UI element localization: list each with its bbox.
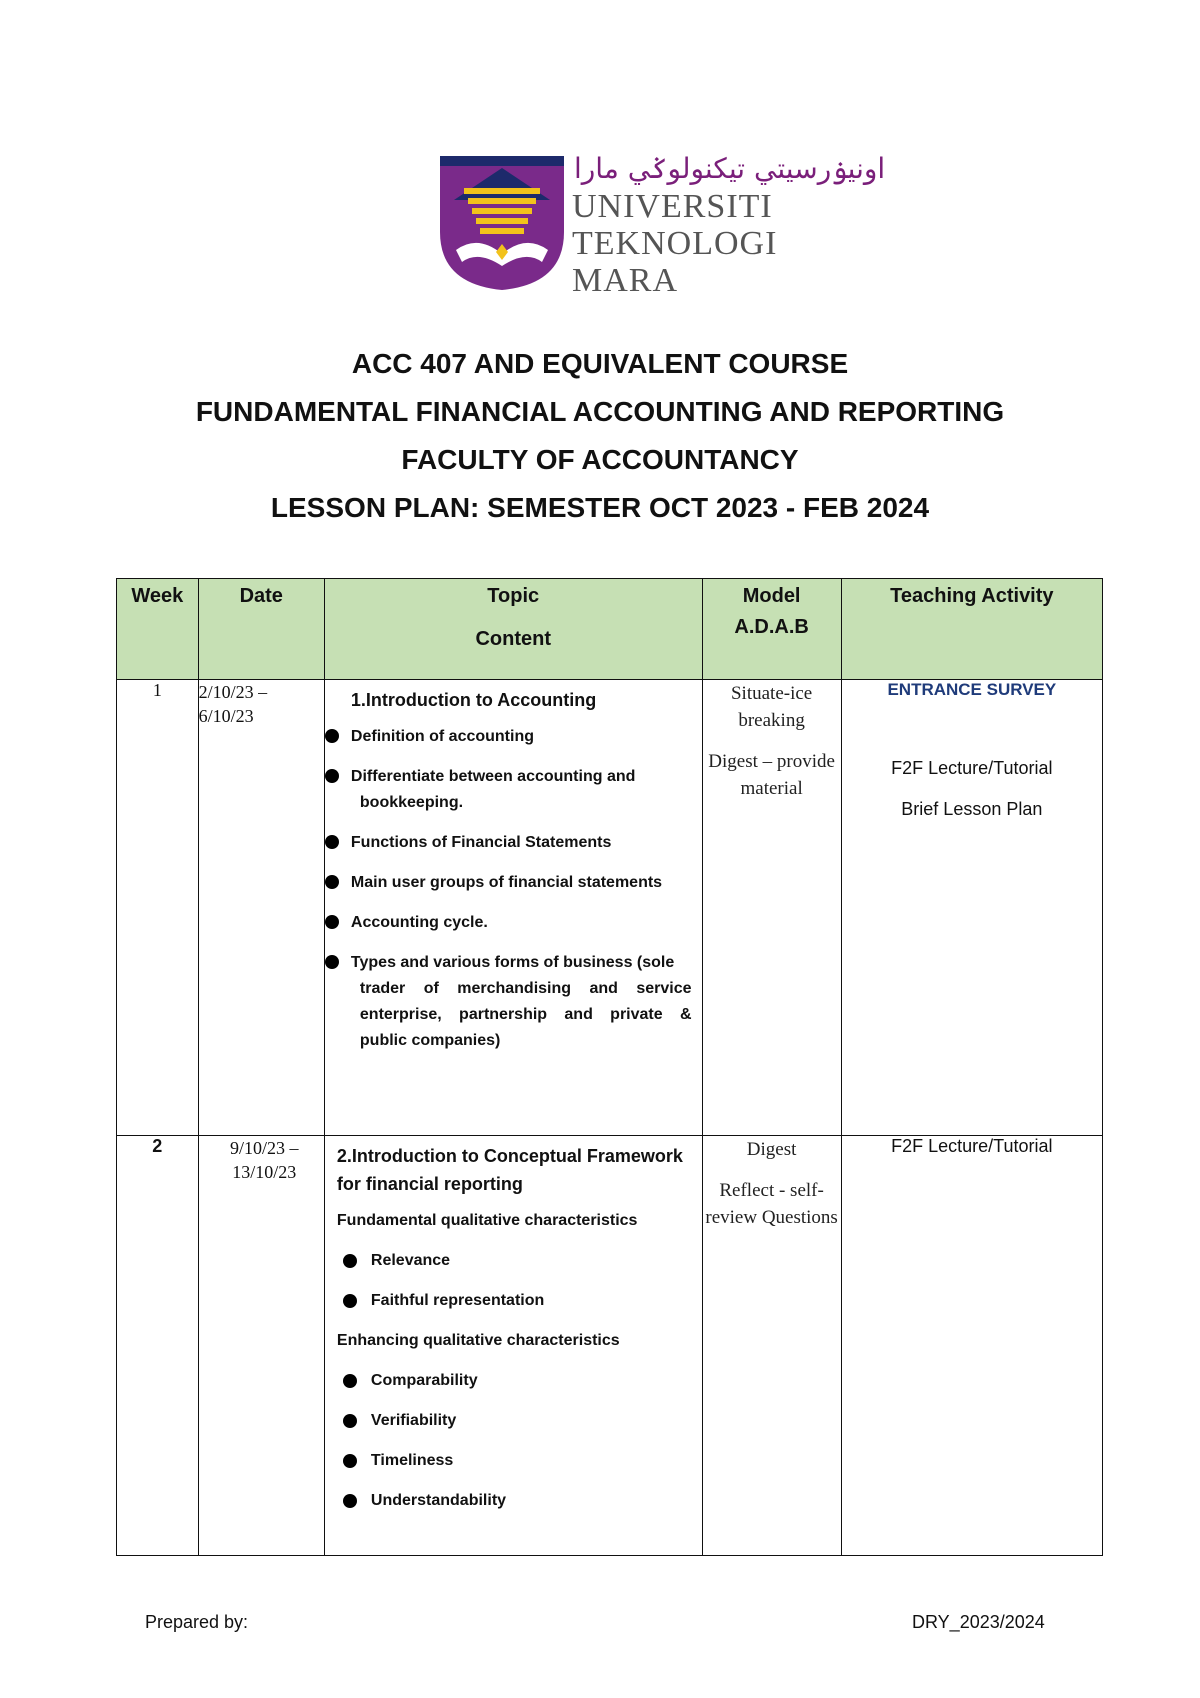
teaching-activity-cell [841, 680, 1102, 1136]
topic-cell [324, 1136, 702, 1556]
document-code: DRY_2023/2024 [912, 1612, 1045, 1632]
activity-item: F2F Lecture/Tutorial [891, 1136, 1053, 1156]
bullet-icon [325, 769, 339, 783]
header-topic [324, 579, 702, 680]
list-item: Faithful representation [337, 1288, 692, 1314]
list-item: Functions of Financial Statements [351, 830, 692, 856]
bullet-icon [343, 1414, 357, 1428]
model-step: Reflect - self-review Questions [705, 1180, 838, 1228]
prepared-by-label: Prepared by: [145, 1612, 249, 1632]
table-row [117, 1136, 1103, 1556]
header-topic-label: Topic [487, 585, 540, 607]
faculty-title: FACULTY OF ACCOUNTANCY [401, 444, 799, 475]
bullet-icon [325, 875, 339, 889]
activity-item: F2F Lecture/Tutorial [891, 758, 1053, 778]
logo-wordmark [572, 188, 777, 299]
list-item: Differentiate between accounting and bookkeeping. [351, 764, 692, 816]
logo-line-2: TEKNOLOGI [572, 225, 778, 262]
course-code-title: ACC 407 AND EQUIVALENT COURSE [351, 348, 849, 379]
bullet-icon [343, 1294, 357, 1308]
model-step: Digest – provide material [708, 751, 835, 799]
bullet-icon [325, 729, 339, 743]
list-item: Timeliness [337, 1448, 692, 1474]
list-item: Relevance [337, 1248, 692, 1274]
header-model-label: Model [742, 585, 801, 607]
week-cell: 1 [117, 680, 199, 1136]
bullet-icon [325, 955, 339, 969]
model-step: Situate-ice breaking [730, 683, 813, 731]
list-item: Understandability [337, 1488, 692, 1514]
topic-heading: 1.Introduction to Accounting [350, 690, 597, 710]
entrance-survey-label: ENTRANCE SURVEY [887, 680, 1057, 699]
bullet-icon [343, 1494, 357, 1508]
table-header-row [117, 579, 1103, 680]
bullet-icon [343, 1454, 357, 1468]
bullet-icon [325, 835, 339, 849]
header-teaching-activity: Teaching Activity [841, 579, 1102, 680]
uitm-crest-icon [438, 154, 568, 294]
course-name-title: FUNDAMENTAL FINANCIAL ACCOUNTING AND REPORTING [195, 396, 1005, 427]
bullet-icon [343, 1254, 357, 1268]
date-end: 6/10/23 [198, 706, 254, 726]
bullet-icon [343, 1374, 357, 1388]
list-item: Accounting cycle. [351, 910, 692, 936]
bullet-icon [325, 915, 339, 929]
topic-heading: 2.Introduction to Conceptual Framework for financial reporting [336, 1146, 683, 1194]
header-model-sub-label: A.D.A.B [734, 616, 809, 638]
header-date: Date [198, 579, 324, 680]
date-end: 13/10/23 [232, 1162, 297, 1182]
date-cell [198, 680, 324, 1136]
teaching-activity-cell [841, 1136, 1102, 1556]
logo-arabic-text: اونيۏرسيتي تيكنولوݢي مارا [574, 152, 886, 185]
activity-item: Brief Lesson Plan [901, 799, 1043, 819]
lesson-plan-table [116, 578, 1103, 1556]
lesson-plan-title: LESSON PLAN: SEMESTER OCT 2023 - FEB 2024 [270, 492, 930, 523]
sub-heading: Enhancing qualitative characteristics [336, 1332, 620, 1349]
header-model [702, 579, 841, 680]
list-item: Definition of accounting [351, 724, 692, 750]
model-cell [702, 1136, 841, 1556]
sub-heading: Fundamental qualitative characteristics [336, 1212, 638, 1229]
logo-line-1: UNIVERSITI [572, 188, 773, 225]
document-title-block [0, 340, 1200, 532]
date-start: 2/10/23 – [198, 682, 268, 702]
week-cell: 2 [117, 1136, 199, 1556]
model-step: Digest [746, 1139, 797, 1160]
date-cell [198, 1136, 324, 1556]
logo-line-3: MARA [572, 262, 679, 299]
header-content-label: Content [475, 628, 551, 650]
list-item: Verifiability [337, 1408, 692, 1434]
header-week: Week [117, 579, 199, 680]
topic-cell [324, 680, 702, 1136]
date-start: 9/10/23 – [230, 1138, 299, 1158]
list-item: Comparability [337, 1368, 692, 1394]
list-item: Types and various forms of business (sole trader of merchandising and service enterprise, partnership and private & public companies) [351, 950, 692, 1054]
table-row [117, 680, 1103, 1136]
model-cell [702, 680, 841, 1136]
list-item: Main user groups of financial statements [351, 870, 692, 896]
